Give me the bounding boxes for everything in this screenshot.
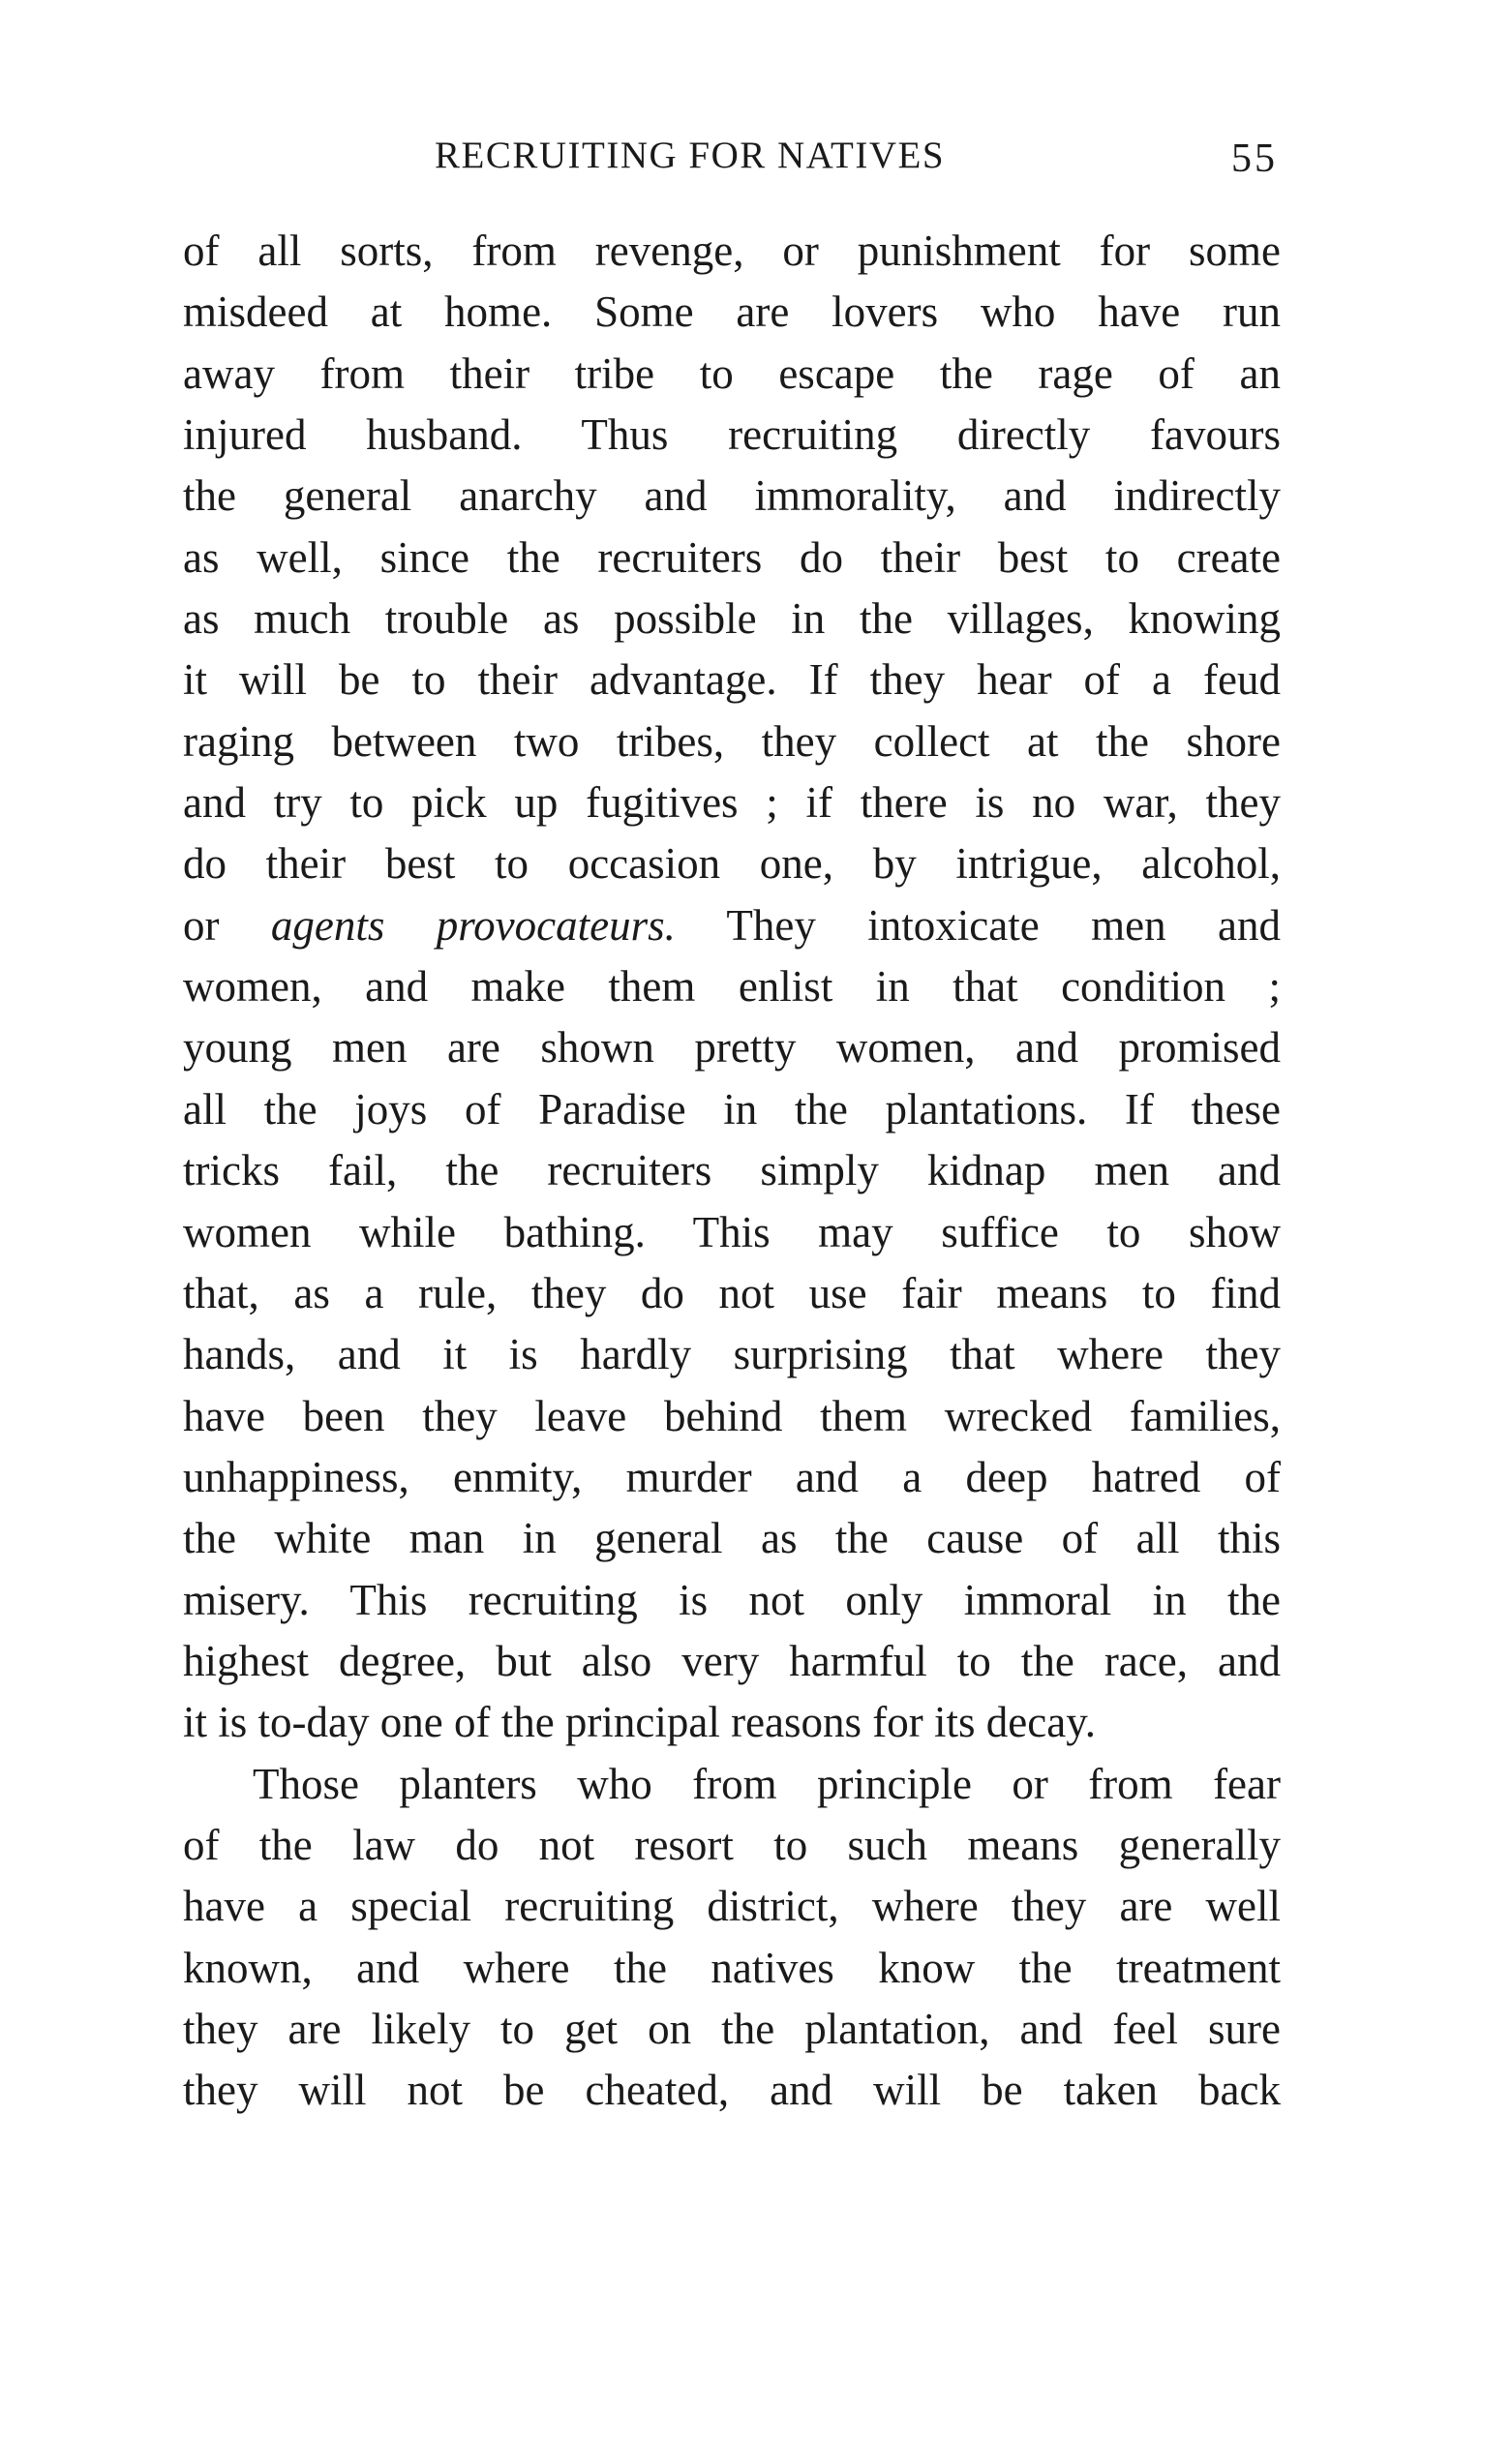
text-line: all the joys of Paradise in the plantations. If these bbox=[183, 1084, 1281, 1134]
page-number: 55 bbox=[1231, 136, 1278, 181]
text-line: they will not be cheated, and will be taken back bbox=[183, 2066, 1281, 2115]
text-line: of the law do not resort to such means generally bbox=[183, 1820, 1281, 1869]
body-text bbox=[183, 221, 1281, 2122]
text-line: young men are shown pretty women, and promised bbox=[183, 1023, 1281, 1073]
text-line: known, and where the natives know the treatment bbox=[183, 1943, 1281, 1992]
text-segment: They intoxicate men and bbox=[675, 900, 1281, 950]
text-line: highest degree, but also very harmful to the race, and bbox=[183, 1636, 1281, 1685]
text-line: away from their tribe to escape the rage of an bbox=[183, 348, 1281, 398]
text-line: as well, since the recruiters do their best to create bbox=[183, 532, 1281, 582]
text-line: the white man in general as the cause of all this bbox=[183, 1514, 1281, 1563]
text-line: injured husband. Thus recruiting directly favours bbox=[183, 410, 1281, 460]
text-line: the general anarchy and immorality, and indirectly bbox=[183, 471, 1281, 521]
text-line: they are likely to get on the plantation, and feel sure bbox=[183, 2004, 1281, 2053]
text-line: women, and make them enlist in that condition ; bbox=[183, 962, 1281, 1012]
text-line: misdeed at home. Some are lovers who have run bbox=[183, 287, 1281, 337]
text-line: unhappiness, enmity, murder and a deep hatred of bbox=[183, 1452, 1281, 1501]
italic-phrase: agents provocateurs. bbox=[270, 900, 676, 950]
text-segment: or bbox=[183, 900, 271, 950]
text-line: misery. This recruiting is not only immoral in the bbox=[183, 1575, 1281, 1624]
text-line: Those planters who from principle or from fear bbox=[253, 1759, 1281, 1808]
text-line: as much trouble as possible in the villages, knowing bbox=[183, 594, 1281, 644]
text-line: women while bathing. This may suffice to show bbox=[183, 1207, 1281, 1256]
text-line: it is to-day one of the principal reasons for its decay. bbox=[183, 1698, 1097, 1747]
text-line: have a special recruiting district, where they are well bbox=[183, 1882, 1281, 1931]
text-line: it will be to their advantage. If they hear of a feud bbox=[183, 655, 1281, 705]
text-line: raging between two tribes, they collect at the shore bbox=[183, 716, 1281, 766]
text-line: of all sorts, from revenge, or punishment for some bbox=[183, 227, 1281, 275]
running-head: RECRUITING FOR NATIVES bbox=[435, 135, 946, 176]
text-line: tricks fail, the recruiters simply kidnap men and bbox=[183, 1146, 1281, 1195]
text-line: have been they leave behind them wrecked families, bbox=[183, 1391, 1281, 1440]
text-line: that, as a rule, they do not use fair means to find bbox=[183, 1268, 1281, 1317]
text-line bbox=[183, 895, 1281, 956]
text-line: do their best to occasion one, by intrigue, alcohol, bbox=[183, 839, 1281, 889]
text-line: hands, and it is hardly surprising that where they bbox=[183, 1330, 1281, 1379]
text-line: and try to pick up fugitives ; if there is no war, they bbox=[183, 778, 1281, 828]
